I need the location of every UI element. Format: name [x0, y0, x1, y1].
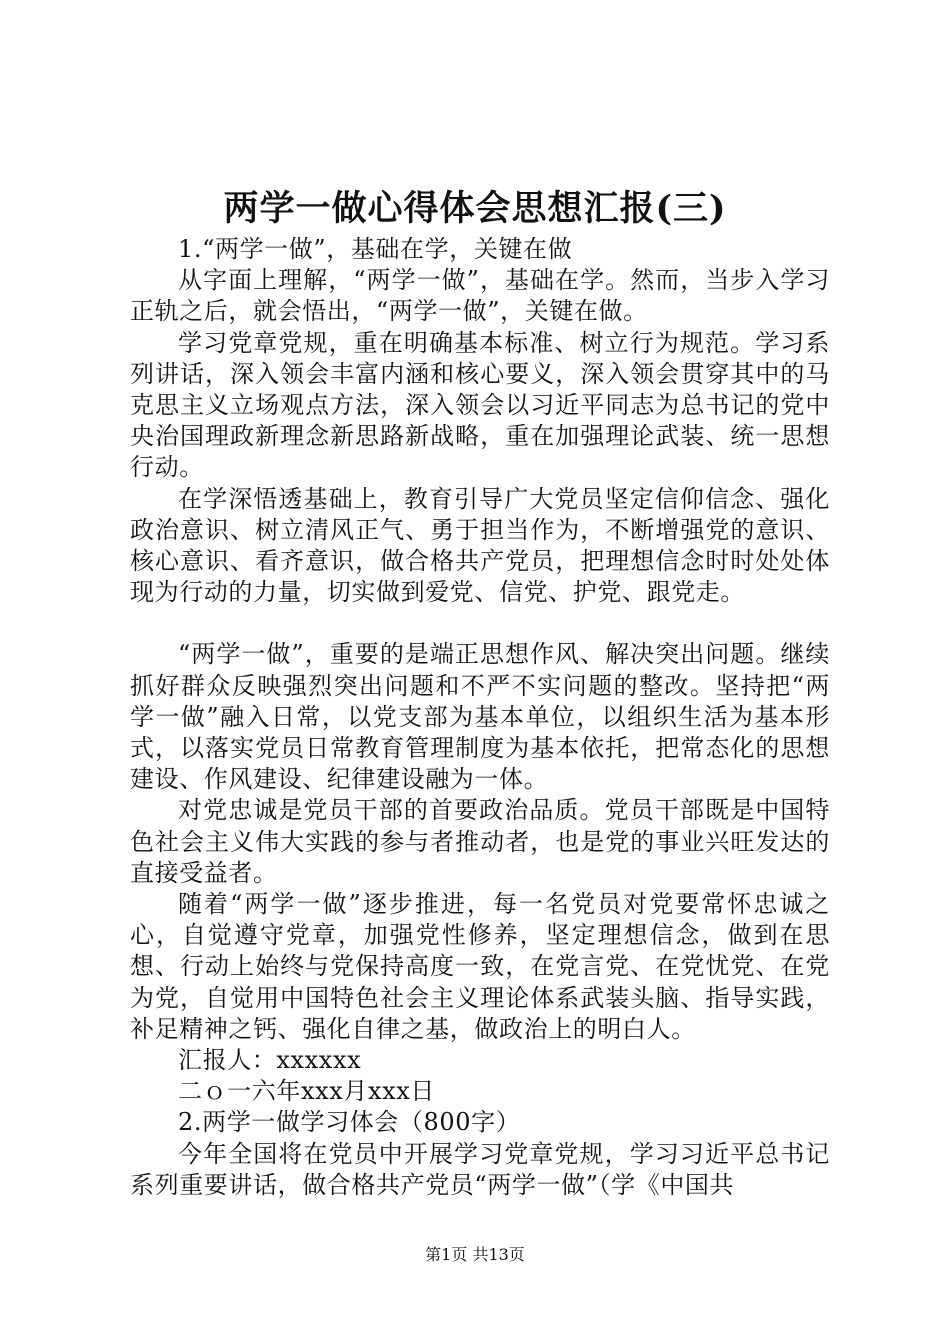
document-title: 两学一做心得体会思想汇报(三): [223, 188, 727, 229]
body-paragraph: 对党忠诚是党员干部的首要政治品质。党员干部既是中国特色社会主义伟大实践的参与者推动者，也是党的事业兴旺发达的直接受益者。: [130, 796, 830, 887]
body-paragraph: 在学深悟透基础上，教育引导广大党员坚定信仰信念、强化政治意识、树立清风正气、勇于担当作为，不断增强党的意识、核心意识、看齐意识，做合格共产党员，把理想信念时时处处体现为行动的力量，切实做到爱党、信党、护党、跟党走。: [130, 484, 830, 607]
page-number-footer: 第1页 共13页: [425, 1245, 525, 1264]
reporter-line: 汇报人：xxxxxx: [178, 1046, 362, 1075]
body-paragraph: “两学一做”，重要的是端正思想作风、解决突出问题。继续抓好群众反映强烈突出问题和不严不实问题的整改。坚持把“两学一做”融入日常，以党支部为基本单位，以组织生活为基本形式，以落实党员日常教育管理制度为基本依托，把常态化的思想建设、作风建设、纪律建设融为一体。: [130, 640, 830, 794]
date-line: 二ｏ一六年xxx月xxx日: [178, 1077, 436, 1106]
body-paragraph: 今年全国将在党员中开展学习党章党规，学习习近平总书记系列重要讲话，做合格共产党员“两学一做”（学《中国共: [130, 1139, 830, 1199]
body-paragraph: 随着“两学一做”逐步推进，每一名党员对党要常怀忠诚之心，自觉遵守党章，加强党性修养，坚定理想信念，做到在思想、行动上始终与党保持高度一致，在党言党、在党忧党、在党为党，自觉用中国特色社会主义理论体系武装头脑、指导实践，补足精神之钙、强化自律之基，做政治上的明白人。: [130, 890, 830, 1043]
paragraph-gap: [130, 608, 830, 639]
section-heading-1: 1.“两学一做”，基础在学，关键在做: [178, 235, 573, 263]
body-paragraph: 从字面上理解，“两学一做”，基础在学。然而，当步入学习正轨之后，就会悟出，“两学一做”，关键在做。: [130, 266, 830, 326]
document-body: [130, 234, 830, 1201]
section-heading-2: 2.两学一做学习体会（800字）: [178, 1108, 521, 1137]
body-paragraph: 学习党章党规，重在明确基本标准、树立行为规范。学习系列讲话，深入领会丰富内涵和核心要义，深入领会贯穿其中的马克思主义立场观点方法，深入领会以习近平同志为总书记的党中央治国理政新理念新思路新战略，重在加强理论武装、统一思想行动。: [130, 328, 830, 482]
